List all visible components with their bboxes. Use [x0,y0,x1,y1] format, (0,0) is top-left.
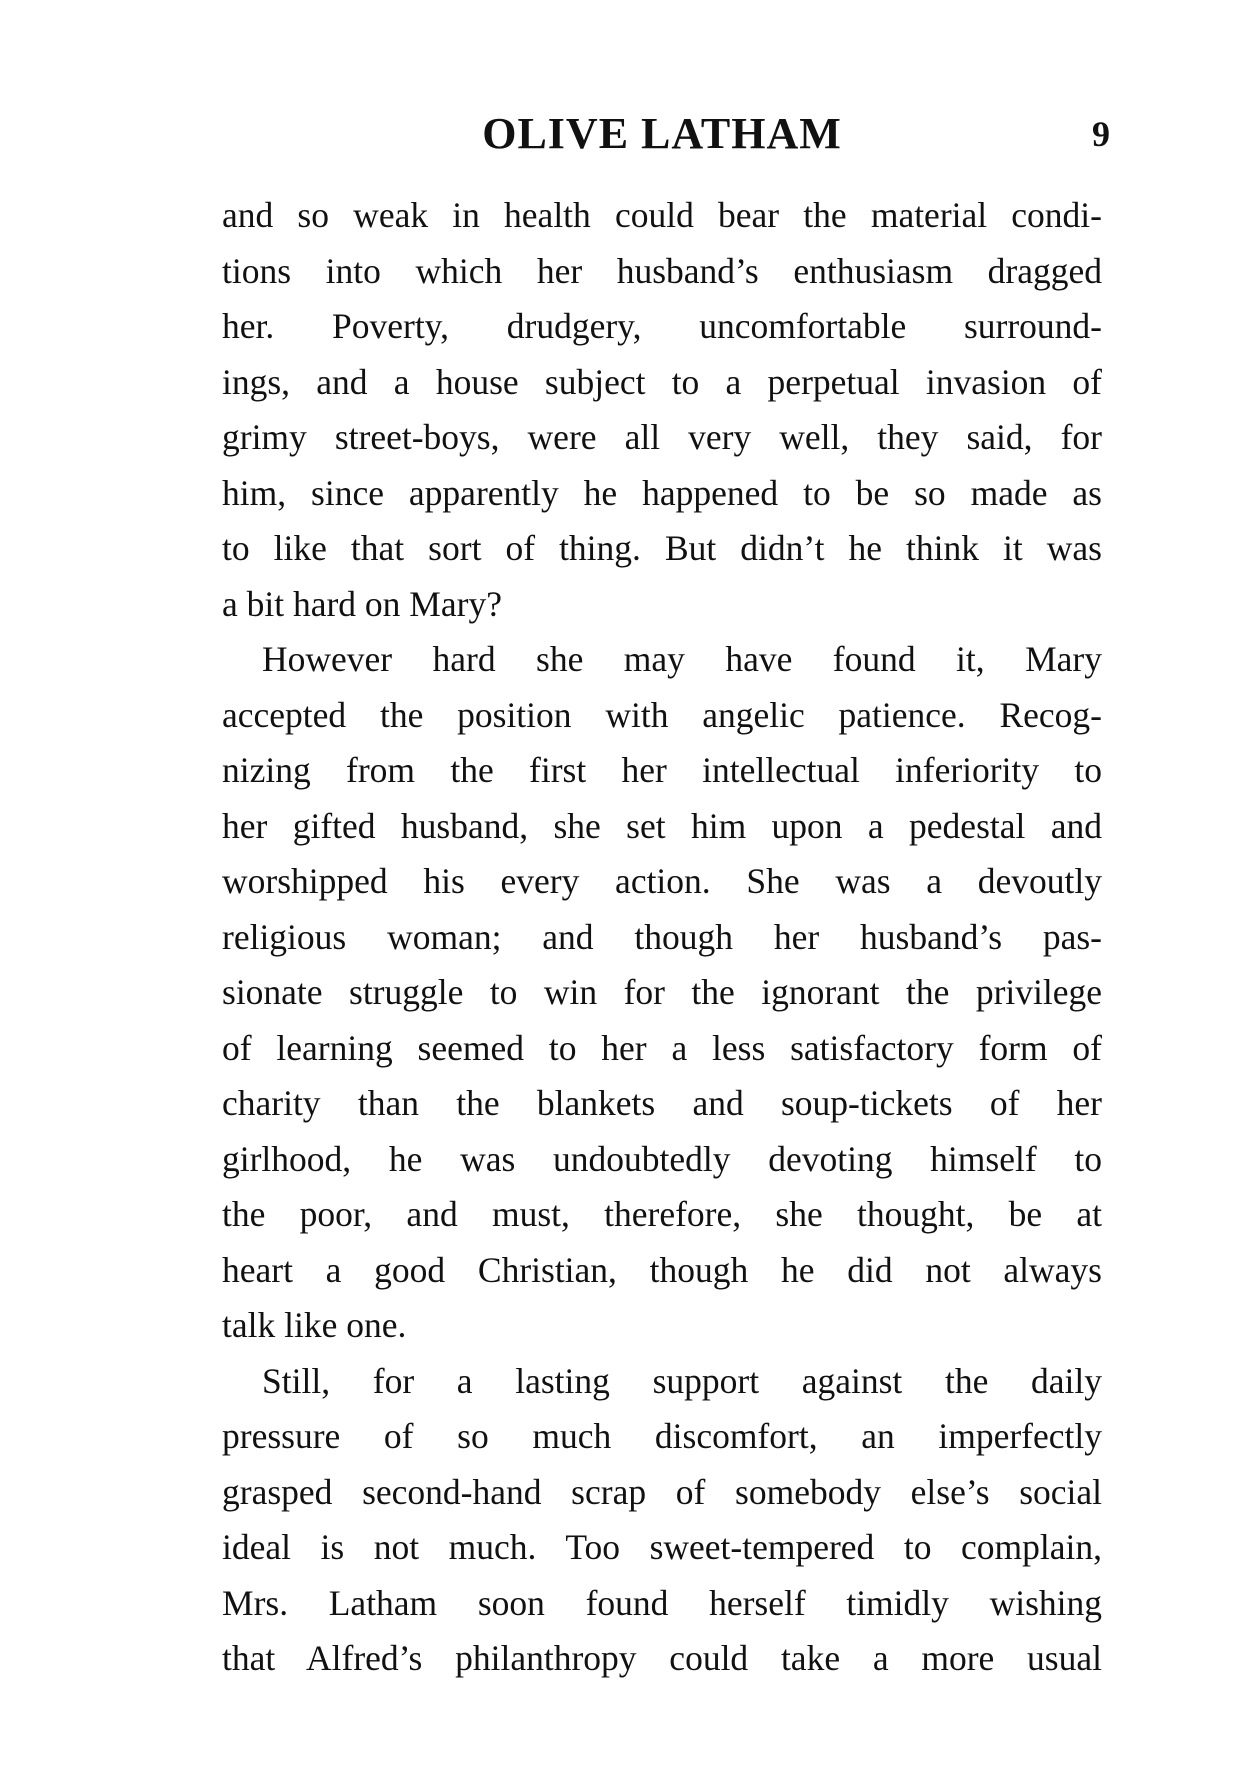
text-line: him, since apparently he happened to be so made as [222,472,1102,513]
text-line: charity than the blankets and soup-tickets of her [222,1083,1102,1123]
body-text [222,188,1102,1687]
text-line: Still, for a lasting support against the daily [262,1360,1102,1401]
text-line: pressure of so much discomfort, an imperfectly [222,1416,1102,1456]
text-line: that Alfred’s philanthropy could take a more usual [222,1638,1102,1678]
page-number: 9 [1092,114,1110,154]
text-line: ideal is not much. Too sweet-tempered to complain, [222,1527,1102,1567]
text-line: her. Poverty, drudgery, uncomfortable surround- [222,306,1102,346]
text-line: grasped second-hand scrap of somebody else’s social [222,1471,1102,1512]
text-line: heart a good Christian, though he did not always [222,1249,1102,1290]
text-line: worshipped his every action. She was a devoutly [222,861,1102,901]
text-line: nizing from the first her intellectual inferiority to [222,750,1102,790]
text-line: her gifted husband, she set him upon a pedestal and [222,805,1102,846]
running-title: OLIVE LATHAM [482,109,842,158]
text-line: Mrs. Latham soon found herself timidly wishing [222,1582,1102,1623]
text-line: accepted the position with angelic patience. Recog- [222,694,1102,735]
text-line: religious woman; and though her husband’s pas- [222,916,1102,957]
text-line: grimy street-boys, were all very well, they said, for [222,417,1102,457]
text-line: of learning seemed to her a less satisfactory form of [222,1027,1102,1068]
text-line: sionate struggle to win for the ignorant the privilege [222,972,1102,1012]
text-line: girlhood, he was undoubtedly devoting himself to [222,1138,1102,1179]
text-line: a bit hard on Mary? [222,583,502,624]
page-header [222,104,1110,164]
text-line: ings, and a house subject to a perpetual invasion of [222,361,1102,402]
text-line: talk like one. [222,1305,407,1345]
text-line: the poor, and must, therefore, she thought, be at [222,1194,1102,1234]
text-line: to like that sort of thing. But didn’t he think it was [222,528,1102,568]
text-line: However hard she may have found it, Mary [262,639,1102,679]
text-line: tions into which her husband’s enthusiasm dragged [222,250,1102,291]
text-line: and so weak in health could bear the material condi- [222,195,1102,235]
